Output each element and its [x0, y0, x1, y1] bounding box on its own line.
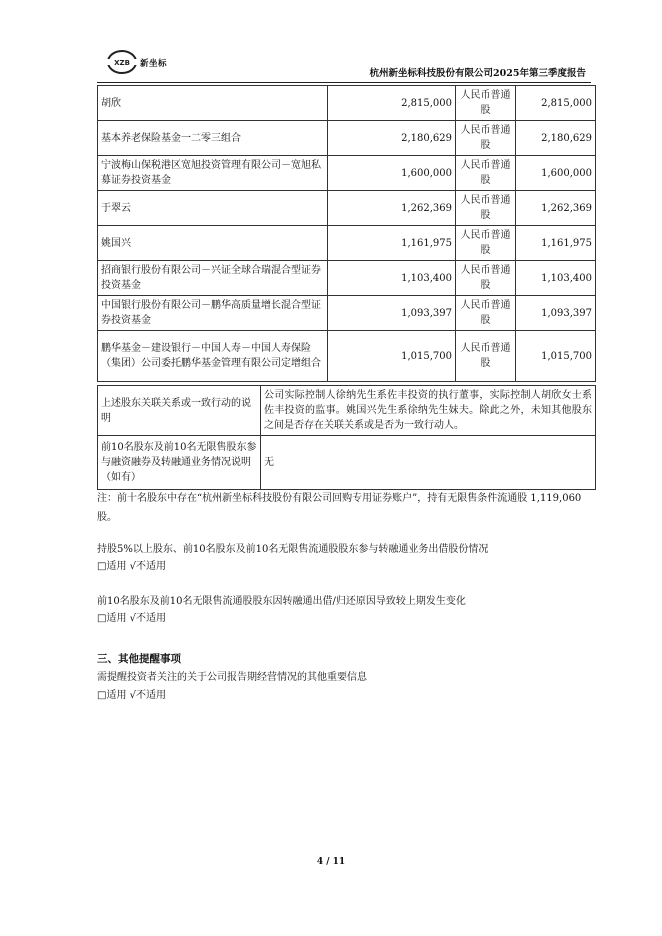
section-heading: 三、其他提醒事项	[97, 653, 181, 665]
holder-name: 姚国兴	[98, 226, 328, 261]
holder-shares: 1,600,000	[328, 156, 456, 191]
holder-name: 招商银行股份有限公司－兴证全球合瑞混合型证券投资基金	[98, 261, 328, 296]
note-value: 无	[261, 436, 596, 490]
table-row	[98, 226, 596, 261]
logo-text: 新坐标	[140, 59, 168, 69]
table-row	[98, 191, 596, 226]
share-count: 2,180,629	[516, 121, 596, 156]
svg-text:XZB: XZB	[114, 59, 130, 67]
page-header	[97, 44, 591, 83]
section-text: 需提醒投资者关注的关于公司报告期经营情况的其他重要信息	[97, 672, 367, 683]
table-row	[98, 261, 596, 296]
table-footnote: 注：前十名股东中存在“杭州新坐标科技股份有限公司回购专用证券账户”，持有无限售条件流通股 1,119,060 股。	[97, 493, 582, 523]
top-holders-table	[97, 85, 596, 382]
share-kind: 人民币普通股	[456, 331, 516, 382]
change-options: □适用 √不适用	[97, 613, 166, 624]
table-row	[98, 331, 596, 382]
share-count: 1,161,975	[516, 226, 596, 261]
holder-shares: 1,161,975	[328, 226, 456, 261]
share-kind: 人民币普通股	[456, 296, 516, 331]
page-number: 4 / 11	[316, 857, 346, 867]
share-count: 1,093,397	[516, 296, 596, 331]
table-row	[98, 121, 596, 156]
holder-name: 鹏华基金－建设银行－中国人寿－中国人寿保险（集团）公司委托鹏华基金管理有限公司定增组合	[98, 331, 328, 382]
share-kind: 人民币普通股	[456, 191, 516, 226]
holder-name: 中国银行股份有限公司－鹏华高质量增长混合型证券投资基金	[98, 296, 328, 331]
holder-name: 基本养老保险基金一二零三组合	[98, 121, 328, 156]
change-title: 前10名股东及前10名无限售流通股股东因转融通出借/归还原因导致较上期发生变化	[97, 596, 466, 607]
holder-name: 宁波梅山保税港区宽旭投资管理有限公司－宽旭私募证券投资基金	[98, 156, 328, 191]
holder-name: 于翠云	[98, 191, 328, 226]
share-kind: 人民币普通股	[456, 226, 516, 261]
note-value: 公司实际控制人徐纳先生系佐丰投资的执行董事，实际控制人胡欣女士系佐丰投资的监事。姚国兴先生系徐纳先生妹夫。除此之外，未知其他股东之间是否存在关联关系或是否为一致行动人。	[261, 386, 596, 436]
share-count: 1,262,369	[516, 191, 596, 226]
holder-name: 胡欣	[98, 86, 328, 121]
table-row	[98, 436, 596, 490]
lending-options: □适用 √不适用	[97, 561, 166, 572]
holder-shares: 2,180,629	[328, 121, 456, 156]
holder-shares: 1,093,397	[328, 296, 456, 331]
table-row	[98, 386, 596, 436]
holder-shares: 1,103,400	[328, 261, 456, 296]
share-kind: 人民币普通股	[456, 261, 516, 296]
logo-mark-icon	[105, 49, 139, 75]
table-row	[98, 156, 596, 191]
share-kind: 人民币普通股	[456, 86, 516, 121]
share-count: 1,600,000	[516, 156, 596, 191]
lending-title: 持股5%以上股东、前10名股东及前10名无限售流通股股东参与转融通业务出借股份情况	[97, 544, 489, 555]
share-count: 1,103,400	[516, 261, 596, 296]
note-label: 上述股东关联关系或一致行动的说明	[98, 386, 261, 436]
holder-shares: 1,015,700	[328, 331, 456, 382]
holder-notes-table	[97, 385, 596, 490]
company-logo	[105, 49, 175, 75]
note-label: 前10名股东及前10名无限售股东参与融资融券及转融通业务情况说明（如有）	[98, 436, 261, 490]
share-kind: 人民币普通股	[456, 156, 516, 191]
section-options: □适用 √不适用	[97, 690, 166, 701]
share-count: 2,815,000	[516, 86, 596, 121]
table-row	[98, 86, 596, 121]
holder-shares: 1,262,369	[328, 191, 456, 226]
holder-shares: 2,815,000	[328, 86, 456, 121]
report-title: 杭州新坐标科技股份有限公司2025年第三季度报告	[369, 68, 586, 79]
share-kind: 人民币普通股	[456, 121, 516, 156]
table-row	[98, 296, 596, 331]
share-count: 1,015,700	[516, 331, 596, 382]
